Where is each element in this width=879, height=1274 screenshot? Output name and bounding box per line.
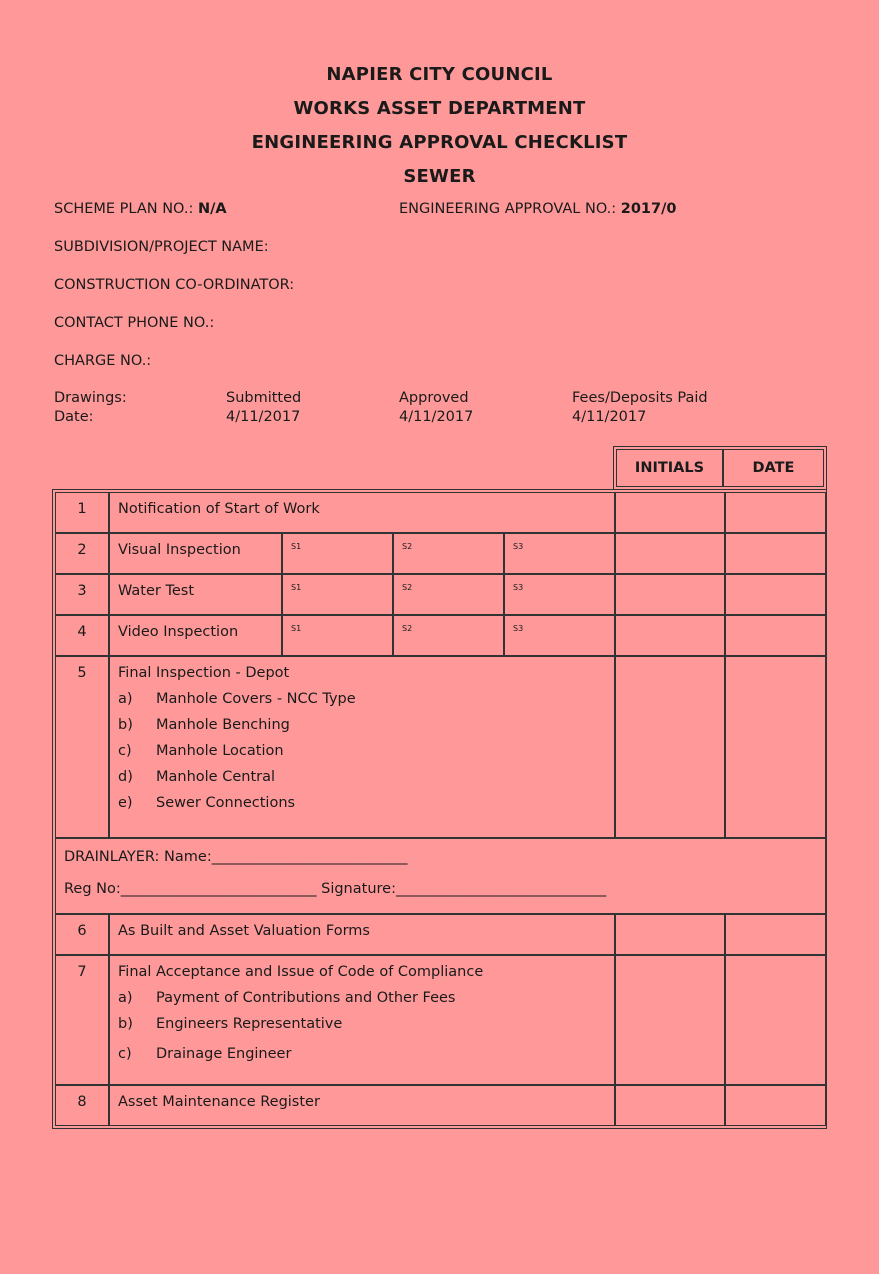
sub-item-letter: c) (118, 743, 132, 759)
sub-item (118, 795, 614, 811)
initials-cell[interactable] (615, 533, 725, 574)
table-row (55, 914, 824, 955)
date-cell[interactable] (725, 955, 826, 1085)
row-label: As Built and Asset Valuation Forms (109, 914, 615, 955)
scheme-plan-label: SCHEME PLAN NO.: (54, 201, 194, 217)
checklist-table (52, 489, 827, 1129)
row-label-block (109, 656, 615, 838)
fees-date: 4/11/2017 (572, 409, 647, 425)
stage-s2-cell[interactable]: S2 (393, 615, 504, 656)
initials-cell[interactable] (615, 914, 725, 955)
sub-item-letter: b) (118, 1016, 133, 1032)
drainlayer-reg-line[interactable]: Reg No:___________________________ Signature:_____________________________ (64, 881, 607, 897)
row-number: 3 (55, 574, 109, 615)
initials-cell[interactable] (615, 492, 725, 533)
table-row (55, 492, 824, 533)
submitted-date: 4/11/2017 (226, 409, 301, 425)
sub-item-letter: d) (118, 769, 133, 785)
submitted-label: Submitted (226, 390, 302, 406)
stage-s3-cell[interactable]: S3 (504, 615, 615, 656)
drainlayer-name-line[interactable]: DRAINLAYER: Name:___________________________ (64, 849, 408, 865)
approval-no-label: ENGINEERING APPROVAL NO.: (399, 201, 617, 217)
initials-cell[interactable] (615, 1085, 725, 1126)
sewer-title: SEWER (403, 166, 476, 187)
drainlayer-row (55, 838, 824, 914)
sub-item-text: Drainage Engineer (156, 1046, 292, 1062)
stage-s1-cell[interactable]: S1 (282, 615, 393, 656)
table-row (55, 533, 824, 574)
stage-s1-cell[interactable]: S1 (282, 533, 393, 574)
sub-item-text: Engineers Representative (156, 1016, 343, 1032)
checklist-title: ENGINEERING APPROVAL CHECKLIST (251, 132, 628, 153)
initials-cell[interactable] (615, 955, 725, 1085)
row-label: Final Acceptance and Issue of Code of Compliance (118, 964, 484, 980)
sub-item-letter: c) (118, 1046, 132, 1062)
date-cell[interactable] (725, 492, 826, 533)
sub-item-letter: a) (118, 990, 133, 1006)
approval-no-field (399, 201, 677, 217)
row-number: 5 (55, 656, 109, 838)
date-label: Date: (54, 409, 94, 425)
stage-s3-cell[interactable]: S3 (504, 574, 615, 615)
approval-no-value: 2017/0 (620, 201, 677, 217)
table-row (55, 574, 824, 615)
stage-s3-cell[interactable]: S3 (504, 533, 615, 574)
council-title: NAPIER CITY COUNCIL (326, 64, 553, 85)
row-number: 6 (55, 914, 109, 955)
date-cell[interactable] (725, 656, 826, 838)
sub-item-text: Payment of Contributions and Other Fees (156, 990, 456, 1006)
sub-item (118, 1016, 614, 1032)
sub-item-letter: a) (118, 691, 133, 707)
scheme-plan-value: N/A (197, 201, 227, 217)
row-number: 4 (55, 615, 109, 656)
stage-s2-cell[interactable]: S2 (393, 574, 504, 615)
date-cell[interactable] (725, 574, 826, 615)
table-row (55, 1085, 824, 1126)
charge-label: CHARGE NO.: (54, 353, 152, 369)
sub-item-text: Sewer Connections (156, 795, 296, 811)
approved-date: 4/11/2017 (399, 409, 474, 425)
date-cell[interactable] (725, 533, 826, 574)
row-label: Asset Maintenance Register (109, 1085, 615, 1126)
row-number: 2 (55, 533, 109, 574)
row-number: 1 (55, 492, 109, 533)
date-cell[interactable] (725, 914, 826, 955)
row-label: Final Inspection - Depot (118, 665, 290, 681)
date-cell[interactable] (725, 1085, 826, 1126)
initials-cell[interactable] (615, 615, 725, 656)
sub-item (118, 691, 614, 707)
sub-item-text: Manhole Central (156, 769, 276, 785)
fees-label: Fees/Deposits Paid (572, 390, 708, 406)
row-number: 8 (55, 1085, 109, 1126)
sub-item (118, 743, 614, 759)
column-header (613, 446, 827, 490)
sub-item-letter: e) (118, 795, 133, 811)
initials-cell[interactable] (615, 656, 725, 838)
initials-header: INITIALS (616, 449, 723, 487)
table-row (55, 615, 824, 656)
date-cell[interactable] (725, 615, 826, 656)
sub-item (118, 990, 614, 1006)
row-number: 7 (55, 955, 109, 1085)
sub-item (118, 717, 614, 733)
sub-item (118, 1046, 614, 1062)
department-title: WORKS ASSET DEPARTMENT (293, 98, 586, 119)
table-row (55, 955, 824, 1085)
scheme-plan-field (54, 201, 227, 217)
drainlayer-block (55, 838, 826, 914)
approved-label: Approved (399, 390, 469, 406)
drawings-label: Drawings: (54, 390, 127, 406)
sub-item-text: Manhole Location (156, 743, 284, 759)
row-label: Visual Inspection (109, 533, 282, 574)
row-label: Video Inspection (109, 615, 282, 656)
initials-cell[interactable] (615, 574, 725, 615)
phone-label: CONTACT PHONE NO.: (54, 315, 215, 331)
stage-s2-cell[interactable]: S2 (393, 533, 504, 574)
date-header: DATE (723, 449, 824, 487)
row-label: Notification of Start of Work (109, 492, 615, 533)
stage-s1-cell[interactable]: S1 (282, 574, 393, 615)
coordinator-label: CONSTRUCTION CO-ORDINATOR: (54, 277, 295, 293)
table-row (55, 656, 824, 838)
subdivision-label: SUBDIVISION/PROJECT NAME: (54, 239, 269, 255)
row-label: Water Test (109, 574, 282, 615)
sub-item-letter: b) (118, 717, 133, 733)
row-label-block (109, 955, 615, 1085)
sub-item-text: Manhole Benching (156, 717, 290, 733)
sub-item-text: Manhole Covers - NCC Type (156, 691, 356, 707)
sub-item (118, 769, 614, 785)
